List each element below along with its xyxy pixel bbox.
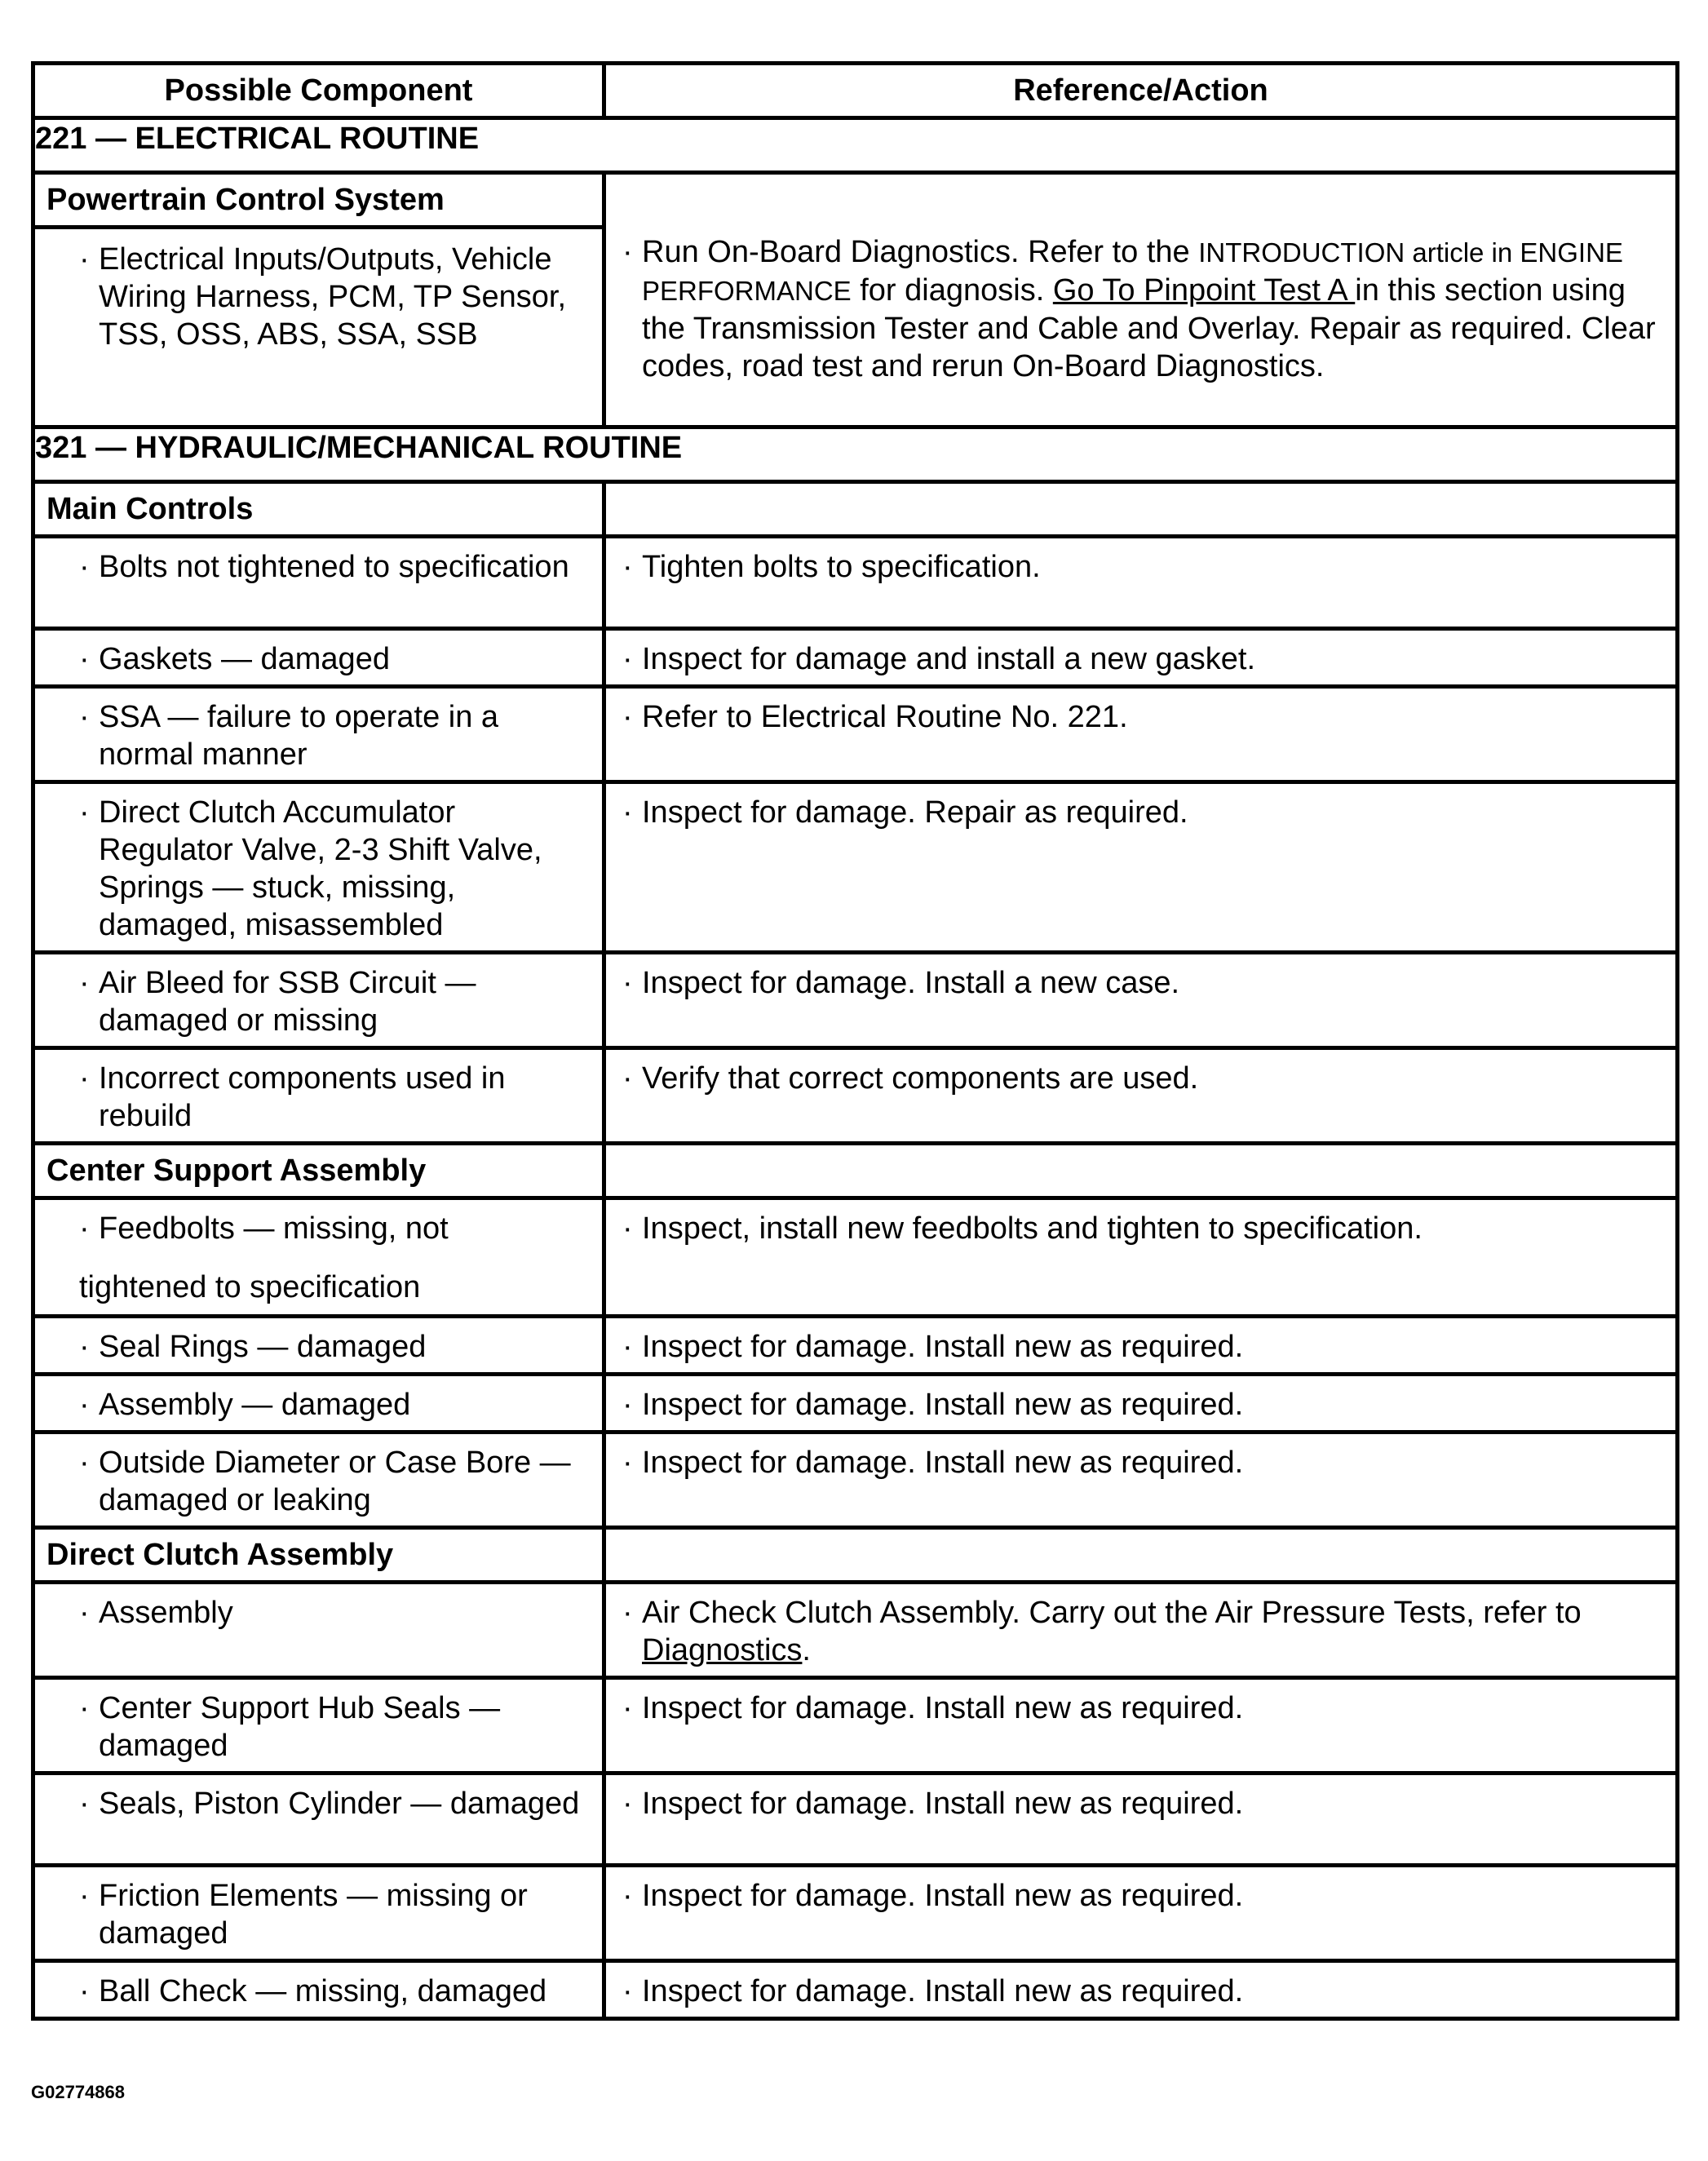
table-row xyxy=(33,687,1678,782)
component-text: Seals, Piston Cylinder — damaged xyxy=(99,1787,580,1821)
bullet: · xyxy=(79,966,90,1000)
group-title: Main Controls xyxy=(33,482,604,537)
bullet: · xyxy=(622,700,633,734)
action-cell xyxy=(604,687,1678,782)
action-cell xyxy=(604,537,1678,629)
component-text: Gaskets — damaged xyxy=(99,642,390,676)
action-cell xyxy=(604,1048,1678,1144)
component-cell xyxy=(33,953,604,1048)
component-cell xyxy=(33,1317,604,1375)
action-text: Tighten bolts to specification. xyxy=(642,550,1041,584)
group-row xyxy=(33,1528,1678,1583)
action-text: Inspect for damage. Install a new case. xyxy=(642,966,1180,1000)
component-text: Seal Rings — damaged xyxy=(99,1330,427,1364)
bullet: · xyxy=(622,1330,633,1364)
component-cell xyxy=(33,782,604,953)
action-cell xyxy=(604,1678,1678,1774)
action-cell xyxy=(604,1198,1678,1317)
figure-code: G02774868 xyxy=(31,2082,125,2102)
action-text: Inspect for damage. Install new as required. xyxy=(642,1691,1244,1725)
action-cell xyxy=(604,1774,1678,1866)
component-cell xyxy=(33,1375,604,1433)
direct-clutch-items xyxy=(33,1678,1678,2019)
main-controls-items xyxy=(33,537,1678,1144)
group-row xyxy=(33,482,1678,537)
action-cell xyxy=(604,1961,1678,2019)
section-title: 321 — HYDRAULIC/MECHANICAL ROUTINE xyxy=(33,427,1678,482)
component-text: Air Bleed for SSB Circuit — damaged or missing xyxy=(99,966,476,1038)
bullet: · xyxy=(79,1061,90,1096)
bullet: · xyxy=(622,1596,633,1630)
action-cell xyxy=(604,1583,1678,1678)
bullet: · xyxy=(79,1974,90,2008)
action-text-part: . xyxy=(802,1633,811,1667)
header-possible-component: Possible Component xyxy=(33,64,604,118)
bullet: · xyxy=(79,550,90,584)
table-row xyxy=(33,1961,1678,2019)
action-text: Inspect for damage. Repair as required. xyxy=(642,795,1188,830)
action-text: Inspect for damage. Install new as required. xyxy=(642,1879,1244,1913)
component-text: Ball Check — missing, damaged xyxy=(99,1974,547,2008)
table-row xyxy=(33,1583,1678,1678)
table-row xyxy=(33,1433,1678,1528)
group-title: Direct Clutch Assembly xyxy=(33,1528,604,1583)
empty-action-cell xyxy=(604,482,1678,537)
component-cell xyxy=(33,1198,604,1317)
bullet: · xyxy=(622,1388,633,1422)
component-text: SSA — failure to operate in a normal manner xyxy=(99,700,499,772)
table-row xyxy=(33,1866,1678,1961)
table-row xyxy=(33,1375,1678,1433)
action-cell xyxy=(604,1375,1678,1433)
empty-action-cell xyxy=(604,1528,1678,1583)
component-cell xyxy=(33,1961,604,2019)
section-row xyxy=(33,427,1678,482)
bullet: · xyxy=(622,1787,633,1821)
bullet: · xyxy=(622,1691,633,1725)
component-text: Feedbolts — missing, not xyxy=(99,1211,449,1246)
action-cell xyxy=(604,782,1678,953)
component-text: Direct Clutch Accumulator Regulator Valve, 2-3 Shift Valve, Springs — stuck, missing, damaged, misassembled xyxy=(99,795,542,942)
bullet: · xyxy=(79,700,90,734)
component-text: Bolts not tightened to specification xyxy=(99,550,569,584)
bullet: · xyxy=(79,1787,90,1821)
bullet: · xyxy=(622,550,633,584)
section-row xyxy=(33,118,1678,173)
component-text: Assembly — damaged xyxy=(99,1388,411,1422)
table-row xyxy=(33,1048,1678,1144)
action-cell xyxy=(604,1317,1678,1375)
action-text xyxy=(642,233,1659,385)
action-text-part: for diagnosis. xyxy=(851,273,1053,308)
action-cell xyxy=(604,953,1678,1048)
bullet: · xyxy=(79,1388,90,1422)
header-row xyxy=(33,64,1678,118)
bullet: · xyxy=(79,1596,90,1630)
table-row xyxy=(33,782,1678,953)
component-cell xyxy=(33,1678,604,1774)
center-support-items xyxy=(33,1317,1678,1528)
section-title: 221 — ELECTRICAL ROUTINE xyxy=(33,118,1678,173)
action-text: Refer to Electrical Routine No. 221. xyxy=(642,700,1128,734)
bullet: · xyxy=(79,795,90,830)
bullet: · xyxy=(622,642,633,676)
group-row xyxy=(33,173,1678,228)
component-cell xyxy=(33,228,604,427)
component-cell xyxy=(33,1774,604,1866)
action-text-part: Run On-Board Diagnostics. Refer to the xyxy=(642,235,1199,269)
action-text: Inspect for damage. Install new as required. xyxy=(642,1388,1244,1422)
bullet: · xyxy=(79,642,90,676)
empty-action-cell xyxy=(604,1144,1678,1198)
action-text-part: in this section using the Transmission Tester and Cable and Overlay. Repair as required. Clear codes, road test and rerun On-Board Diagnostics. xyxy=(642,273,1656,383)
action-cell xyxy=(604,629,1678,687)
diagnosis-table xyxy=(31,61,1679,2021)
component-cell xyxy=(33,687,604,782)
bullet: · xyxy=(622,1446,633,1480)
bullet: · xyxy=(622,1211,633,1246)
bullet: · xyxy=(622,235,633,269)
bullet: · xyxy=(622,1879,633,1913)
action-text: Inspect for damage. Install new as required. xyxy=(642,1446,1244,1480)
group-row xyxy=(33,1144,1678,1198)
bullet: · xyxy=(622,966,633,1000)
action-text: Verify that correct components are used. xyxy=(642,1061,1199,1096)
bullet: · xyxy=(622,1061,633,1096)
bullet: · xyxy=(622,1974,633,2008)
component-text-continued: tightened to specification xyxy=(79,1270,421,1304)
component-text: Incorrect components used in rebuild xyxy=(99,1061,506,1133)
action-text xyxy=(642,1594,1659,1669)
article-reference: INTRODUCTION article in ENGINE PERFORMANCE xyxy=(642,237,1623,306)
table-row xyxy=(33,537,1678,629)
group-title: Center Support Assembly xyxy=(33,1144,604,1198)
action-text-part: Air Check Clutch Assembly. Carry out the Air Pressure Tests, refer to xyxy=(642,1596,1582,1630)
table-row xyxy=(33,1198,1678,1317)
action-text: Inspect for damage and install a new gasket. xyxy=(642,642,1256,676)
action-text: Inspect, install new feedbolts and tighten to specification. xyxy=(642,1211,1423,1246)
component-cell xyxy=(33,1583,604,1678)
component-text: Assembly xyxy=(99,1596,233,1630)
component-text: Electrical Inputs/Outputs, Vehicle Wiring Harness, PCM, TP Sensor, TSS, OSS, ABS, SSA, SSB xyxy=(99,242,567,352)
action-text: Inspect for damage. Install new as required. xyxy=(642,1974,1244,2008)
action-text: Inspect for damage. Install new as required. xyxy=(642,1330,1244,1364)
diagnostics-link[interactable]: Diagnostics xyxy=(642,1633,803,1667)
component-cell xyxy=(33,1866,604,1961)
action-cell xyxy=(604,1433,1678,1528)
bullet: · xyxy=(79,1879,90,1913)
component-cell xyxy=(33,537,604,629)
bullet: · xyxy=(79,1691,90,1725)
group-title: Powertrain Control System xyxy=(33,173,604,228)
bullet: · xyxy=(79,1330,90,1364)
action-cell xyxy=(604,173,1678,427)
table-row xyxy=(33,1678,1678,1774)
action-cell xyxy=(604,1866,1678,1961)
bullet: · xyxy=(79,1211,90,1246)
table-row xyxy=(33,1774,1678,1866)
component-cell xyxy=(33,1433,604,1528)
bullet: · xyxy=(79,1446,90,1480)
table-row xyxy=(33,1317,1678,1375)
component-text: Outside Diameter or Case Bore — damaged or leaking xyxy=(99,1446,571,1517)
table-row xyxy=(33,629,1678,687)
bullet: · xyxy=(622,795,633,830)
component-cell xyxy=(33,1048,604,1144)
table-row xyxy=(33,953,1678,1048)
bullet: · xyxy=(79,242,90,277)
component-cell xyxy=(33,629,604,687)
action-text: Inspect for damage. Install new as required. xyxy=(642,1787,1244,1821)
pinpoint-test-link[interactable]: Go To Pinpoint Test A xyxy=(1052,273,1356,308)
header-reference-action: Reference/Action xyxy=(604,64,1678,118)
component-text: Center Support Hub Seals — damaged xyxy=(99,1691,501,1763)
component-text: Friction Elements — missing or damaged xyxy=(99,1879,528,1951)
